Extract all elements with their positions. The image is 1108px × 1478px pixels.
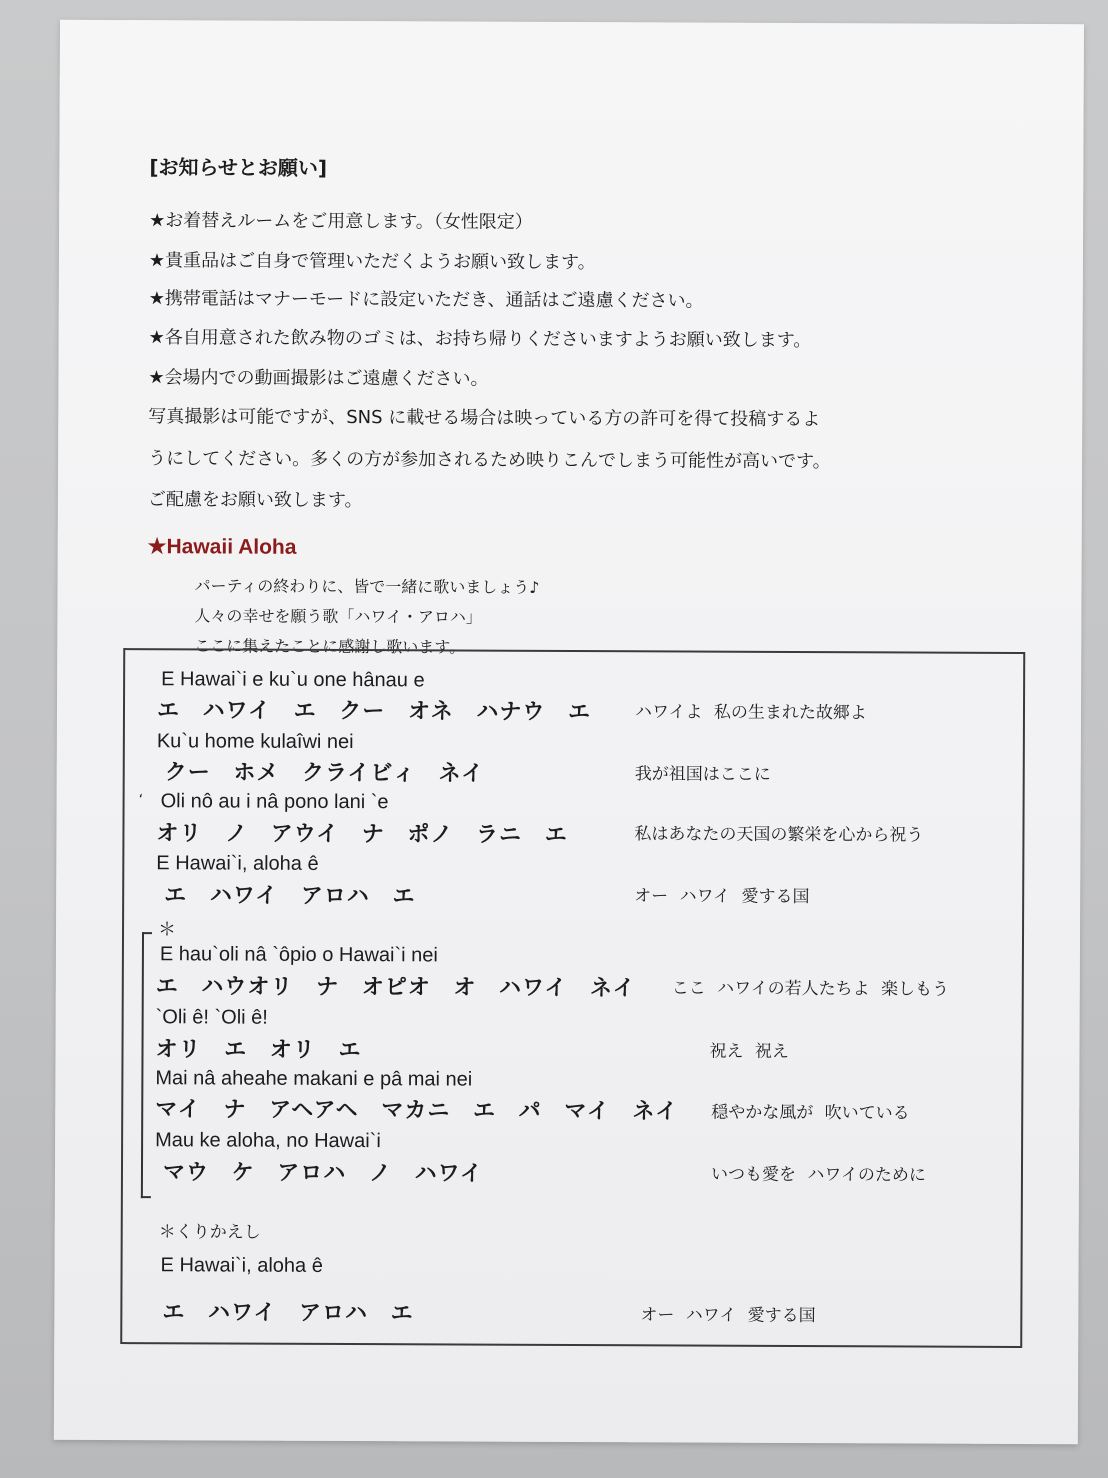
handout-sheet [54,20,1084,1444]
notice-line-7: うにしてください。多くの方が参加されるため映りこんでしまう可能性が高いです。 [148,448,831,473]
chorus-4-kana: マウ ケ アロハ ノ ハワイ [162,1160,484,1187]
chorus-1-romaji: E hau`oli nâ `ôpio o Hawai`i nei [159,943,438,967]
chorus-3-translation: 穏やかな風が 吹いている [711,1102,910,1124]
repeat-note: ＊くりかえし [158,1222,261,1243]
verse-3-romaji: Oli nô au i nâ pono lani `e [160,790,389,814]
chorus-2-romaji: `Oli ê! `Oli ê! [155,1006,268,1029]
verse-2-romaji: Ku`u home kulaîwi nei [156,730,354,754]
ending-translation: オー ハワイ 愛する国 [640,1305,816,1327]
verse-2-translation: 我が祖国はここに [634,764,771,785]
verse-1-translation: ハワイよ 私の生まれた故郷よ [634,702,867,724]
notice-line-1: ★お着替えルームをご用意します。（女性限定） [149,210,533,233]
verse-4-translation: オー ハワイ 愛する国 [634,886,810,908]
verse-3-translation: 私はあなたの天国の繁栄を心から祝う [634,824,924,846]
notice-line-2: ★貴重品はご自身で管理いただくようお願い致します。 [148,250,596,274]
chorus-4-translation: いつも愛を ハワイのために [710,1164,926,1186]
verse-1-kana: エ ハワイ エ クー オネ ハナウ エ [156,698,592,726]
chorus-1-translation: ここ ハワイの若人たちよ 楽しもう [671,978,950,1000]
verse-2-kana: クー ホメ クライビィ ネイ [164,760,485,787]
song-intro-2: 人々の幸せを願う歌「ハワイ・アロハ」 [194,606,482,627]
tick-mark: ‘ [138,792,144,809]
notice-title: [お知らせとお願い] [149,155,328,180]
chorus-1-kana: エ ハウオリ ナ オピオ オ ハワイ ネイ [155,974,636,1002]
chorus-bracket [141,932,152,1198]
notice-line-3: ★携帯電話はマナーモードに設定いただき、通話はご遠慮ください。 [148,288,704,312]
chorus-2-translation: 祝え 祝え [709,1041,789,1062]
ending-romaji: E Hawai`i, aloha ê [160,1254,323,1277]
song-intro-1: パーティの終わりに、皆で一緒に歌いましょう♪ [194,576,540,597]
chorus-4-romaji: Mau ke aloha, no Hawai`i [155,1129,381,1153]
notice-line-6: 写真撮影は可能ですが、SNS に載せる場合は映っている方の許可を得て投稿するよ [148,406,821,431]
song-title: ★Hawaii Aloha [147,535,297,559]
chorus-3-kana: マイ ナ アヘアヘ マカニ エ パ マイ ネイ [155,1097,679,1125]
song-intro-3: ここに集えたことに感謝し歌います。 [194,636,466,657]
notice-line-8: ご配慮をお願い致します。 [147,489,363,512]
notice-line-5: ★会場内での動画撮影はご遠慮ください。 [148,367,489,390]
ending-kana: エ ハワイ アロハ エ [162,1300,414,1327]
chorus-2-kana: オリ エ オリ エ [155,1037,362,1064]
verse-4-romaji: E Hawai`i, aloha ê [156,852,319,875]
verse-3-kana: オリ ノ アウイ ナ ポノ ラニ エ [156,821,568,848]
notice-line-4: ★各自用意された飲み物のゴミは、お持ち帰りくださいますようお願い致します。 [148,327,812,352]
verse-1-romaji: E Hawai`i e ku`u one hânau e [161,668,425,692]
verse-4-kana: エ ハワイ アロハ エ [164,883,416,910]
chorus-3-romaji: Mai nâ aheahe makani e pâ mai nei [155,1067,473,1091]
chorus-mark: ＊ [157,919,177,941]
